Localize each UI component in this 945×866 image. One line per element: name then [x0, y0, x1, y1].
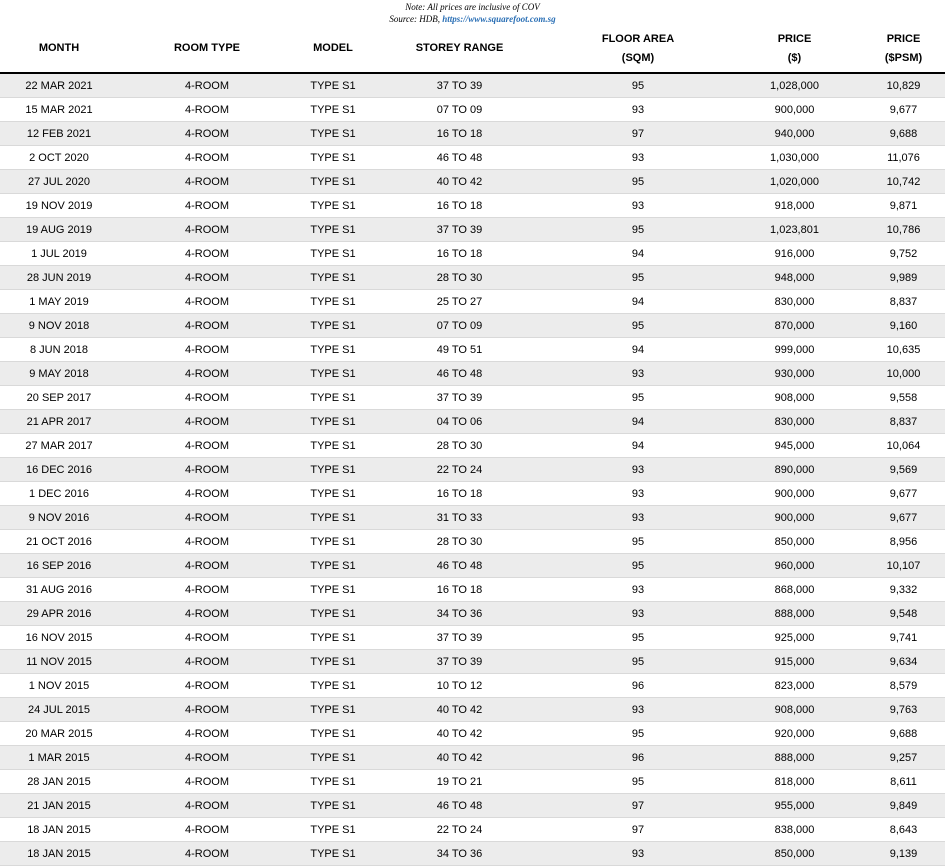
- cell-model: TYPE S1: [296, 170, 370, 194]
- cell-room-type: 4-ROOM: [118, 434, 296, 458]
- cell-storey-range: 40 TO 42: [370, 722, 549, 746]
- table-row: [0, 578, 945, 602]
- cell-model: TYPE S1: [296, 434, 370, 458]
- cell-model: TYPE S1: [296, 602, 370, 626]
- cell-model: TYPE S1: [296, 794, 370, 818]
- header-price: [727, 25, 862, 73]
- cell-floor-area: 97: [549, 794, 727, 818]
- table-row: [0, 218, 945, 242]
- cell-month: 16 SEP 2016: [0, 554, 118, 578]
- cell-month: 9 NOV 2016: [0, 506, 118, 530]
- cell-floor-area: 93: [549, 842, 727, 866]
- cell-storey-range: 16 TO 18: [370, 578, 549, 602]
- cell-room-type: 4-ROOM: [118, 794, 296, 818]
- cell-model: TYPE S1: [296, 73, 370, 98]
- cell-month: 9 NOV 2018: [0, 314, 118, 338]
- cell-price: 868,000: [727, 578, 862, 602]
- cell-room-type: 4-ROOM: [118, 266, 296, 290]
- cell-month: 12 FEB 2021: [0, 122, 118, 146]
- transactions-table: [0, 25, 945, 866]
- cell-floor-area: 93: [549, 698, 727, 722]
- cell-floor-area: 97: [549, 818, 727, 842]
- cell-price: 890,000: [727, 458, 862, 482]
- cell-room-type: 4-ROOM: [118, 73, 296, 98]
- cell-model: TYPE S1: [296, 314, 370, 338]
- header-model: [296, 25, 370, 73]
- cell-model: TYPE S1: [296, 530, 370, 554]
- cell-room-type: 4-ROOM: [118, 698, 296, 722]
- cell-floor-area: 95: [549, 770, 727, 794]
- cell-price-psm: 10,786: [862, 218, 945, 242]
- cell-floor-area: 93: [549, 458, 727, 482]
- cell-price-psm: 8,837: [862, 410, 945, 434]
- cell-month: 9 MAY 2018: [0, 362, 118, 386]
- cell-floor-area: 95: [549, 626, 727, 650]
- cell-month: 20 MAR 2015: [0, 722, 118, 746]
- cell-model: TYPE S1: [296, 626, 370, 650]
- cell-room-type: 4-ROOM: [118, 554, 296, 578]
- cell-price-psm: 9,741: [862, 626, 945, 650]
- cell-price: 908,000: [727, 386, 862, 410]
- cell-room-type: 4-ROOM: [118, 242, 296, 266]
- table-row: [0, 314, 945, 338]
- cell-month: 15 MAR 2021: [0, 98, 118, 122]
- cell-month: 19 AUG 2019: [0, 218, 118, 242]
- table-row: [0, 746, 945, 770]
- cell-month: 21 APR 2017: [0, 410, 118, 434]
- cell-storey-range: 16 TO 18: [370, 482, 549, 506]
- header-price-psm-label: PRICE: [886, 32, 921, 45]
- cell-month: 22 MAR 2021: [0, 73, 118, 98]
- cell-floor-area: 95: [549, 530, 727, 554]
- cell-room-type: 4-ROOM: [118, 650, 296, 674]
- cell-price: 850,000: [727, 842, 862, 866]
- cell-floor-area: 93: [549, 194, 727, 218]
- table-header: [0, 25, 945, 73]
- table-row: [0, 650, 945, 674]
- cell-room-type: 4-ROOM: [118, 290, 296, 314]
- cell-storey-range: 16 TO 18: [370, 122, 549, 146]
- cell-month: 1 DEC 2016: [0, 482, 118, 506]
- cell-price-psm: 8,643: [862, 818, 945, 842]
- cell-room-type: 4-ROOM: [118, 818, 296, 842]
- cell-price-psm: 10,635: [862, 338, 945, 362]
- cell-room-type: 4-ROOM: [118, 338, 296, 362]
- cell-price-psm: 8,956: [862, 530, 945, 554]
- cell-floor-area: 95: [549, 722, 727, 746]
- cell-month: 21 JAN 2015: [0, 794, 118, 818]
- cell-room-type: 4-ROOM: [118, 98, 296, 122]
- cell-month: 29 APR 2016: [0, 602, 118, 626]
- source-note: [0, 0, 945, 25]
- cell-floor-area: 95: [549, 218, 727, 242]
- cell-price: 900,000: [727, 482, 862, 506]
- table-body: [0, 73, 945, 866]
- cell-month: 1 NOV 2015: [0, 674, 118, 698]
- cell-floor-area: 93: [549, 506, 727, 530]
- cell-room-type: 4-ROOM: [118, 362, 296, 386]
- cell-room-type: 4-ROOM: [118, 314, 296, 338]
- cell-model: TYPE S1: [296, 482, 370, 506]
- cell-month: 18 JAN 2015: [0, 818, 118, 842]
- cell-price-psm: 10,107: [862, 554, 945, 578]
- header-room-type-label: ROOM TYPE: [173, 42, 240, 54]
- cell-storey-range: 19 TO 21: [370, 770, 549, 794]
- cell-storey-range: 40 TO 42: [370, 698, 549, 722]
- cell-price-psm: 11,076: [862, 146, 945, 170]
- cell-model: TYPE S1: [296, 842, 370, 866]
- source-link[interactable]: https://www.squarefoot.com.sg: [442, 14, 556, 24]
- cell-price: 948,000: [727, 266, 862, 290]
- cell-floor-area: 94: [549, 410, 727, 434]
- cell-storey-range: 22 TO 24: [370, 458, 549, 482]
- cell-price-psm: 9,569: [862, 458, 945, 482]
- cell-storey-range: 37 TO 39: [370, 626, 549, 650]
- cell-floor-area: 94: [549, 242, 727, 266]
- table-row: [0, 770, 945, 794]
- cell-price-psm: 9,257: [862, 746, 945, 770]
- cell-price: 870,000: [727, 314, 862, 338]
- cell-month: 20 SEP 2017: [0, 386, 118, 410]
- cell-floor-area: 95: [549, 170, 727, 194]
- cell-room-type: 4-ROOM: [118, 530, 296, 554]
- cell-price-psm: 10,742: [862, 170, 945, 194]
- header-price-label: PRICE: [777, 32, 812, 45]
- cell-month: 27 JUL 2020: [0, 170, 118, 194]
- cell-price: 900,000: [727, 506, 862, 530]
- cell-price-psm: 9,677: [862, 506, 945, 530]
- cell-room-type: 4-ROOM: [118, 146, 296, 170]
- table-row: [0, 482, 945, 506]
- cell-model: TYPE S1: [296, 674, 370, 698]
- cell-price-psm: 9,332: [862, 578, 945, 602]
- cell-price-psm: 10,000: [862, 362, 945, 386]
- cell-model: TYPE S1: [296, 506, 370, 530]
- cell-model: TYPE S1: [296, 722, 370, 746]
- cell-storey-range: 40 TO 42: [370, 746, 549, 770]
- cell-price: 915,000: [727, 650, 862, 674]
- cell-model: TYPE S1: [296, 98, 370, 122]
- cell-price: 955,000: [727, 794, 862, 818]
- cell-price: 925,000: [727, 626, 862, 650]
- header-storey-range-label: STOREY RANGE: [415, 42, 504, 54]
- cell-month: 31 AUG 2016: [0, 578, 118, 602]
- table-row: [0, 362, 945, 386]
- cell-price-psm: 8,837: [862, 290, 945, 314]
- cell-model: TYPE S1: [296, 266, 370, 290]
- cell-price-psm: 9,752: [862, 242, 945, 266]
- cell-price: 918,000: [727, 194, 862, 218]
- cell-storey-range: 07 TO 09: [370, 98, 549, 122]
- cell-price: 920,000: [727, 722, 862, 746]
- cell-model: TYPE S1: [296, 290, 370, 314]
- cell-price-psm: 8,579: [862, 674, 945, 698]
- cov-note: Note: All prices are inclusive of COV: [405, 2, 540, 12]
- cell-model: TYPE S1: [296, 146, 370, 170]
- cell-storey-range: 34 TO 36: [370, 602, 549, 626]
- cell-month: 21 OCT 2016: [0, 530, 118, 554]
- cell-model: TYPE S1: [296, 242, 370, 266]
- cell-month: 8 JUN 2018: [0, 338, 118, 362]
- header-floor-area: [549, 25, 727, 73]
- cell-storey-range: 40 TO 42: [370, 170, 549, 194]
- cell-floor-area: 95: [549, 386, 727, 410]
- cell-price-psm: 10,064: [862, 434, 945, 458]
- cell-storey-range: 37 TO 39: [370, 218, 549, 242]
- cell-model: TYPE S1: [296, 698, 370, 722]
- cell-floor-area: 95: [549, 650, 727, 674]
- cell-model: TYPE S1: [296, 122, 370, 146]
- cell-floor-area: 93: [549, 482, 727, 506]
- cell-storey-range: 16 TO 18: [370, 194, 549, 218]
- cell-price-psm: 9,139: [862, 842, 945, 866]
- cell-floor-area: 95: [549, 73, 727, 98]
- cell-room-type: 4-ROOM: [118, 578, 296, 602]
- cell-price-psm: 9,677: [862, 482, 945, 506]
- cell-room-type: 4-ROOM: [118, 218, 296, 242]
- table-row: [0, 434, 945, 458]
- cell-room-type: 4-ROOM: [118, 506, 296, 530]
- cell-room-type: 4-ROOM: [118, 386, 296, 410]
- table-row: [0, 842, 945, 866]
- cell-price-psm: 8,611: [862, 770, 945, 794]
- table-row: [0, 122, 945, 146]
- cell-room-type: 4-ROOM: [118, 410, 296, 434]
- cell-model: TYPE S1: [296, 554, 370, 578]
- header-model-label: MODEL: [313, 42, 353, 54]
- cell-price-psm: 9,548: [862, 602, 945, 626]
- cell-room-type: 4-ROOM: [118, 122, 296, 146]
- table-row: [0, 602, 945, 626]
- cell-price: 940,000: [727, 122, 862, 146]
- cell-model: TYPE S1: [296, 218, 370, 242]
- table-row: [0, 698, 945, 722]
- cell-model: TYPE S1: [296, 362, 370, 386]
- cell-storey-range: 28 TO 30: [370, 266, 549, 290]
- cell-room-type: 4-ROOM: [118, 170, 296, 194]
- cell-price-psm: 9,763: [862, 698, 945, 722]
- cell-model: TYPE S1: [296, 770, 370, 794]
- cell-price: 888,000: [727, 602, 862, 626]
- cell-month: 1 MAY 2019: [0, 290, 118, 314]
- cell-price: 960,000: [727, 554, 862, 578]
- source-line: [0, 13, 945, 25]
- cell-room-type: 4-ROOM: [118, 458, 296, 482]
- cell-model: TYPE S1: [296, 386, 370, 410]
- cell-price-psm: 9,634: [862, 650, 945, 674]
- cell-price-psm: 9,688: [862, 722, 945, 746]
- cell-price: 916,000: [727, 242, 862, 266]
- table-row: [0, 626, 945, 650]
- table-row: [0, 146, 945, 170]
- cell-floor-area: 93: [549, 602, 727, 626]
- cell-price-psm: 9,160: [862, 314, 945, 338]
- cell-storey-range: 22 TO 24: [370, 818, 549, 842]
- cell-floor-area: 95: [549, 266, 727, 290]
- table-row: [0, 73, 945, 98]
- table-row: [0, 338, 945, 362]
- cell-price-psm: 9,688: [862, 122, 945, 146]
- header-month-label: MONTH: [38, 42, 80, 54]
- cell-storey-range: 46 TO 48: [370, 362, 549, 386]
- cell-floor-area: 96: [549, 746, 727, 770]
- table-row: [0, 386, 945, 410]
- cell-month: 16 DEC 2016: [0, 458, 118, 482]
- table-row: [0, 458, 945, 482]
- cell-storey-range: 49 TO 51: [370, 338, 549, 362]
- table-row: [0, 818, 945, 842]
- cell-month: 28 JAN 2015: [0, 770, 118, 794]
- cell-price-psm: 10,829: [862, 73, 945, 98]
- cell-model: TYPE S1: [296, 578, 370, 602]
- cell-month: 16 NOV 2015: [0, 626, 118, 650]
- table-row: [0, 506, 945, 530]
- cell-price: 1,020,000: [727, 170, 862, 194]
- cell-floor-area: 93: [549, 146, 727, 170]
- cell-price: 1,030,000: [727, 146, 862, 170]
- cell-room-type: 4-ROOM: [118, 770, 296, 794]
- cell-month: 24 JUL 2015: [0, 698, 118, 722]
- cell-model: TYPE S1: [296, 410, 370, 434]
- cell-storey-range: 28 TO 30: [370, 434, 549, 458]
- cell-price: 930,000: [727, 362, 862, 386]
- header-price-psm: [862, 25, 945, 73]
- cell-storey-range: 10 TO 12: [370, 674, 549, 698]
- cell-month: 27 MAR 2017: [0, 434, 118, 458]
- cell-month: 2 OCT 2020: [0, 146, 118, 170]
- cell-floor-area: 93: [549, 362, 727, 386]
- cell-storey-range: 46 TO 48: [370, 794, 549, 818]
- table-row: [0, 290, 945, 314]
- cell-price: 830,000: [727, 290, 862, 314]
- cell-month: 28 JUN 2019: [0, 266, 118, 290]
- cell-storey-range: 46 TO 48: [370, 554, 549, 578]
- cell-price: 900,000: [727, 98, 862, 122]
- cell-model: TYPE S1: [296, 458, 370, 482]
- header-room-type: [118, 25, 296, 73]
- cell-storey-range: 25 TO 27: [370, 290, 549, 314]
- cell-price: 830,000: [727, 410, 862, 434]
- cell-storey-range: 07 TO 09: [370, 314, 549, 338]
- cell-storey-range: 34 TO 36: [370, 842, 549, 866]
- cell-floor-area: 96: [549, 674, 727, 698]
- table-row: [0, 530, 945, 554]
- cell-room-type: 4-ROOM: [118, 722, 296, 746]
- cell-floor-area: 94: [549, 338, 727, 362]
- cell-price-psm: 9,849: [862, 794, 945, 818]
- cell-price: 1,023,801: [727, 218, 862, 242]
- header-month: [0, 25, 118, 73]
- cell-storey-range: 28 TO 30: [370, 530, 549, 554]
- cell-price-psm: 9,558: [862, 386, 945, 410]
- cell-price: 850,000: [727, 530, 862, 554]
- cell-month: 1 JUL 2019: [0, 242, 118, 266]
- cell-price: 823,000: [727, 674, 862, 698]
- cell-price: 908,000: [727, 698, 862, 722]
- cell-month: 1 MAR 2015: [0, 746, 118, 770]
- cell-storey-range: 37 TO 39: [370, 386, 549, 410]
- table-row: [0, 410, 945, 434]
- cell-storey-range: 37 TO 39: [370, 73, 549, 98]
- cell-storey-range: 04 TO 06: [370, 410, 549, 434]
- cell-storey-range: 46 TO 48: [370, 146, 549, 170]
- table-row: [0, 794, 945, 818]
- cell-model: TYPE S1: [296, 194, 370, 218]
- cell-storey-range: 16 TO 18: [370, 242, 549, 266]
- cell-floor-area: 95: [549, 314, 727, 338]
- cell-month: 18 JAN 2015: [0, 842, 118, 866]
- cell-price: 818,000: [727, 770, 862, 794]
- cell-floor-area: 94: [549, 290, 727, 314]
- cell-price: 1,028,000: [727, 73, 862, 98]
- table-row: [0, 554, 945, 578]
- table-row: [0, 170, 945, 194]
- header-floor-area-unit: (SQM): [621, 51, 655, 64]
- header-row: [0, 25, 945, 73]
- table-row: [0, 266, 945, 290]
- header-price-psm-unit: ($PSM): [884, 51, 923, 64]
- cell-model: TYPE S1: [296, 338, 370, 362]
- table-row: [0, 98, 945, 122]
- cell-price: 888,000: [727, 746, 862, 770]
- table-row: [0, 194, 945, 218]
- source-label: Source: HDB,: [389, 14, 443, 24]
- table-row: [0, 674, 945, 698]
- cell-floor-area: 94: [549, 434, 727, 458]
- cell-model: TYPE S1: [296, 746, 370, 770]
- cell-floor-area: 97: [549, 122, 727, 146]
- cell-month: 19 NOV 2019: [0, 194, 118, 218]
- cell-price: 945,000: [727, 434, 862, 458]
- cell-price: 999,000: [727, 338, 862, 362]
- cell-model: TYPE S1: [296, 818, 370, 842]
- cell-storey-range: 37 TO 39: [370, 650, 549, 674]
- cell-room-type: 4-ROOM: [118, 602, 296, 626]
- header-floor-area-label: FLOOR AREA: [601, 32, 675, 45]
- cell-floor-area: 93: [549, 98, 727, 122]
- cell-model: TYPE S1: [296, 650, 370, 674]
- table-row: [0, 242, 945, 266]
- cell-month: 11 NOV 2015: [0, 650, 118, 674]
- cell-room-type: 4-ROOM: [118, 482, 296, 506]
- header-price-unit: ($): [787, 51, 802, 64]
- cell-room-type: 4-ROOM: [118, 194, 296, 218]
- cell-floor-area: 95: [549, 554, 727, 578]
- table-row: [0, 722, 945, 746]
- cell-room-type: 4-ROOM: [118, 842, 296, 866]
- cell-room-type: 4-ROOM: [118, 746, 296, 770]
- cell-price-psm: 9,989: [862, 266, 945, 290]
- header-storey-range: [370, 25, 549, 73]
- cell-room-type: 4-ROOM: [118, 626, 296, 650]
- cell-price-psm: 9,677: [862, 98, 945, 122]
- cell-room-type: 4-ROOM: [118, 674, 296, 698]
- cell-floor-area: 93: [549, 578, 727, 602]
- cell-price: 838,000: [727, 818, 862, 842]
- cell-price-psm: 9,871: [862, 194, 945, 218]
- cell-storey-range: 31 TO 33: [370, 506, 549, 530]
